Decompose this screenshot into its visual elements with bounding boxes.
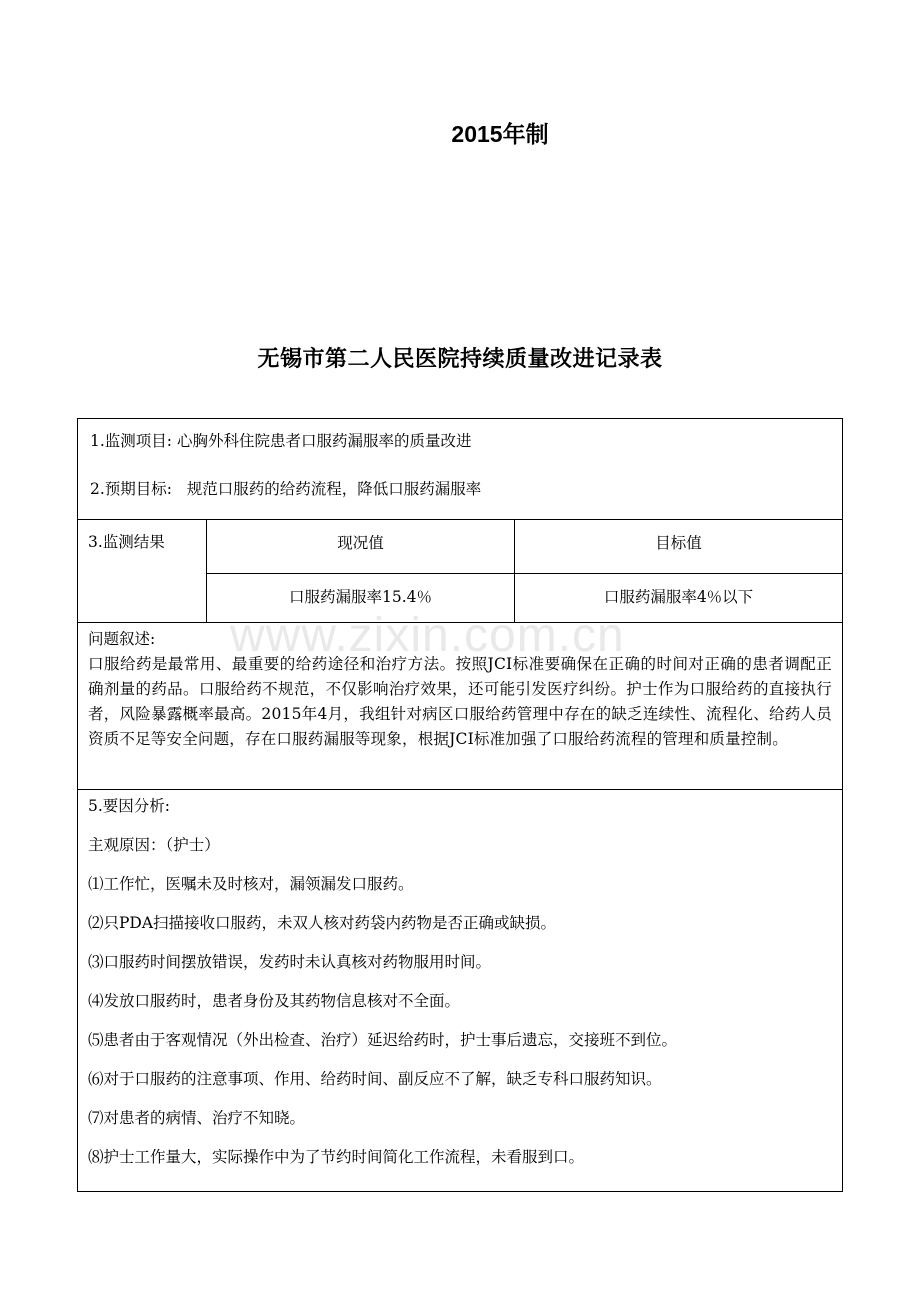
monitor-item-value: 心胸外科住院患者口服药漏服率的质量改进 xyxy=(176,432,472,450)
cause-item: ⑺对患者的病情、治疗不知晓。 xyxy=(88,1109,306,1127)
problem-section xyxy=(78,623,843,790)
expected-goal-label: 2.预期目标: xyxy=(90,480,173,498)
cause-item: ⑸患者由于客观情况（外出检查、治疗）延迟给药时，护士事后遗忘，交接班不到位。 xyxy=(88,1031,678,1049)
monitor-section xyxy=(78,419,843,520)
expected-goal-value: 规范口服药的给药流程，降低口服药漏服率 xyxy=(186,480,482,498)
target-value-cell: 口服药漏服率4％以下 xyxy=(515,574,843,623)
target-value-header: 目标值 xyxy=(515,520,843,574)
monitor-item-label: 1.监测项目: xyxy=(90,432,173,450)
page-title: 无锡市第二人民医院持续质量改进记录表 xyxy=(257,346,663,371)
year-made: 2015年制 xyxy=(451,121,549,147)
subjective-cause: 主观原因：（护士） xyxy=(88,836,220,854)
cause-item: ⑵只PDA扫描接收口服药，未双人核对药袋内药物是否正确或缺损。 xyxy=(88,914,557,932)
analysis-label: 5.要因分析: xyxy=(88,797,171,815)
expected-goal-line xyxy=(78,451,842,499)
cause-item: ⑻护士工作量大，实际操作中为了节约时间简化工作流程，未看服到口。 xyxy=(88,1148,585,1166)
current-value-header: 现况值 xyxy=(207,520,515,574)
quality-improvement-form xyxy=(77,418,843,1192)
problem-text: 口服给药是最常用、最重要的给药途径和治疗方法。按照JCI标准要确保在正确的时间对正确的患者调配正确剂量的药品。口服给药不规范，不仅影响治疗效果，还可能引发医疗纠纷。护士作为口服给药的直接执行者，风险暴露概率最高。2015年4月，我组针对病区口服给药管理中存在的缺乏连续性、流程化、给药人员资质不足等安全问题，存在口服药漏服等现象，根据JCI标准加强了口服给药流程的管理和质量控制。 xyxy=(88,655,832,748)
cause-item: ⑶口服药时间摆放错误，发药时未认真核对药物服用时间。 xyxy=(88,953,492,971)
results-label: 3.监测结果 xyxy=(78,520,207,623)
cause-item: ⑷发放口服药时，患者身份及其药物信息核对不全面。 xyxy=(88,992,461,1010)
cause-item: ⑹对于口服药的注意事项、作用、给药时间、副反应不了解，缺乏专科口服药知识。 xyxy=(88,1070,662,1088)
watermark: www.zixin.com.cn xyxy=(230,609,625,662)
current-value-cell: 口服药漏服率15.4％ xyxy=(207,574,515,623)
analysis-section xyxy=(78,790,843,1192)
monitor-item-line xyxy=(78,419,842,451)
cause-item: ⑴工作忙，医嘱未及时核对，漏领漏发口服药。 xyxy=(88,875,414,893)
problem-label: 问题叙述: xyxy=(88,630,156,648)
